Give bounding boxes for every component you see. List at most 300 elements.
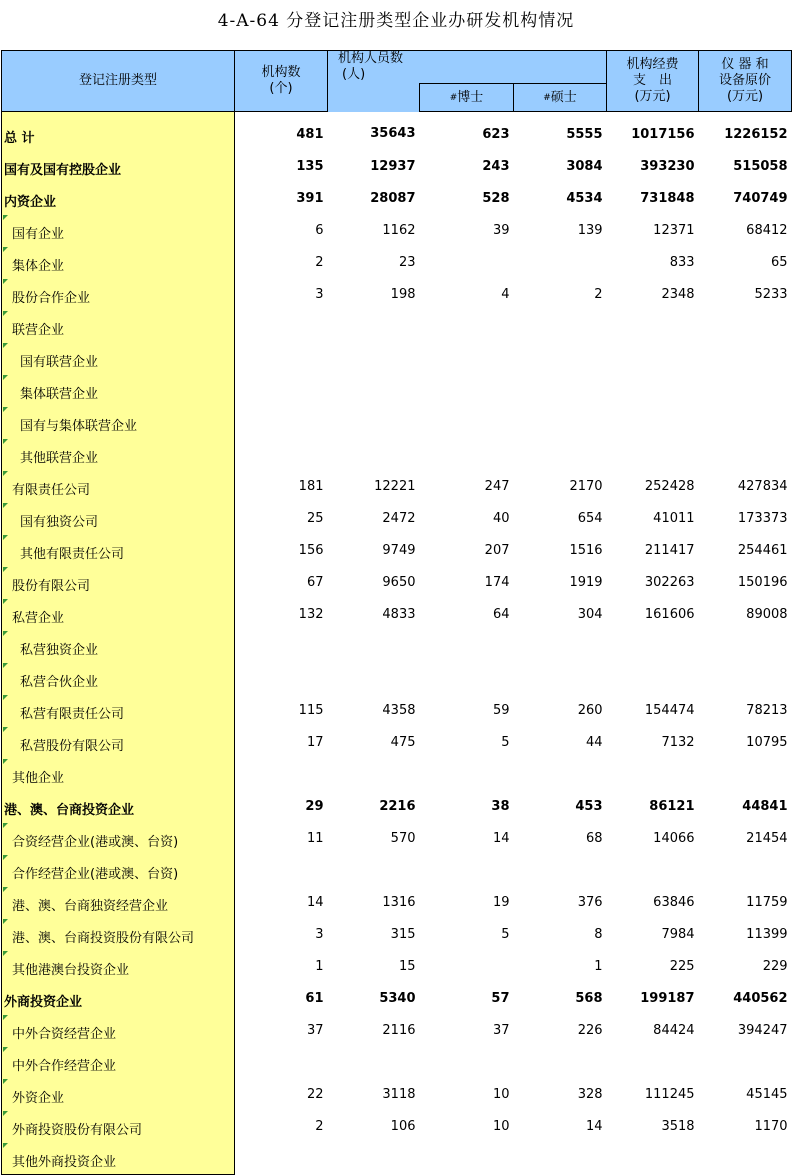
value-cell: 247 [484,478,510,494]
cell-comment-marker-icon [3,279,8,284]
value-cell [420,758,514,790]
row-label-cell [2,150,235,182]
value-cell: 68412 [746,222,788,238]
table-row [2,112,792,151]
row-label: 外资企业 [12,1090,65,1106]
table-row [2,950,792,982]
value-cell [235,374,328,406]
table-row [2,662,792,694]
value-cell: 17 [306,734,324,750]
row-label-cell [2,982,235,1014]
value-cell: 654 [577,510,603,526]
value-cell: 254461 [737,542,788,558]
value-cell: 57 [491,990,510,1006]
cell-comment-marker-icon [3,759,8,764]
value-cell: 3084 [566,158,603,174]
row-label: 内资企业 [4,194,57,210]
value-cell: 63846 [653,894,695,910]
value-cell: 173373 [737,510,788,526]
value-cell: 61 [305,990,324,1006]
value-cell: 59 [492,702,510,718]
value-cell [235,1142,328,1175]
row-label-cell [2,918,235,950]
value-cell [607,1046,699,1078]
table-row [2,374,792,406]
row-label-cell [2,790,235,822]
table-row [2,918,792,950]
value-cell: 44841 [742,798,788,814]
row-label-cell [2,950,235,982]
value-cell [514,630,607,662]
value-cell: 5555 [566,126,603,142]
value-cell [699,662,792,694]
value-cell: 7984 [661,926,695,942]
table-row [2,758,792,790]
table-row [2,854,792,886]
value-cell [514,1046,607,1078]
value-cell: 394247 [737,1022,788,1038]
value-cell: 28087 [370,190,416,206]
value-cell [699,342,792,374]
value-cell [699,310,792,342]
value-cell: 5233 [754,286,788,302]
row-label-cell [2,630,235,662]
value-cell: 106 [390,1118,416,1134]
row-label-cell [2,214,235,246]
cell-comment-marker-icon [3,1015,8,1020]
value-cell: 475 [390,734,416,750]
cell-comment-marker-icon [3,663,8,668]
value-cell: 4833 [382,606,416,622]
value-cell: 161606 [644,606,695,622]
value-cell: 29 [305,798,324,814]
value-cell: 570 [390,830,416,846]
table-row [2,1046,792,1078]
row-label: 其他港澳台投资企业 [12,962,130,978]
value-cell: 86121 [649,798,695,814]
value-cell: 731848 [640,190,695,206]
value-cell: 453 [575,798,603,814]
value-cell: 207 [484,542,510,558]
cell-comment-marker-icon [3,599,8,604]
row-label: 私营独资企业 [20,642,99,658]
row-label: 总 计 [4,130,35,146]
header-staff: 机构人员数 (人) [328,51,607,84]
row-label: 联营企业 [12,322,65,338]
value-cell: 1516 [569,542,603,558]
value-cell [420,1046,514,1078]
value-cell [514,438,607,470]
row-label: 集体联营企业 [20,386,99,402]
value-cell: 225 [669,958,695,974]
value-cell [235,630,328,662]
table-row [2,598,792,630]
table-row [2,342,792,374]
value-cell [514,246,607,278]
value-cell: 154474 [644,702,695,718]
row-label: 集体企业 [12,258,65,274]
value-cell: 2472 [382,510,416,526]
value-cell [328,1142,420,1175]
table-row [2,1014,792,1046]
cell-comment-marker-icon [3,567,8,572]
cell-comment-marker-icon [3,247,8,252]
value-cell [328,374,420,406]
header-expense: 机构经费 支 出 (万元) [607,51,699,112]
table-row [2,310,792,342]
value-cell: 156 [298,542,324,558]
value-cell: 21454 [746,830,788,846]
header-masters: #硕士 [514,84,607,112]
cell-comment-marker-icon [3,951,8,956]
value-cell: 11 [306,830,324,846]
row-label-cell [2,726,235,758]
value-cell [235,310,328,342]
data-table [1,50,792,1175]
value-cell: 2116 [382,1022,416,1038]
value-cell: 5 [501,734,510,750]
table-row [2,150,792,182]
value-cell: 22 [306,1086,324,1102]
row-label-cell [2,598,235,630]
header-type: 登记注册类型 [2,51,235,112]
row-label: 其他外商投资企业 [12,1154,117,1170]
row-label: 私营有限责任公司 [20,706,125,722]
row-label: 其他企业 [12,770,65,786]
value-cell: 4358 [382,702,416,718]
row-label-cell [2,310,235,342]
value-cell [514,374,607,406]
cell-comment-marker-icon [3,631,8,636]
table-row [2,790,792,822]
value-cell [420,630,514,662]
row-label-cell [2,502,235,534]
row-label: 国有及国有控股企业 [4,162,122,178]
value-cell: 14 [306,894,324,910]
value-cell: 833 [669,254,695,270]
row-label: 私营股份有限公司 [20,738,125,754]
value-cell [328,630,420,662]
table-body [2,112,792,1175]
value-cell: 10 [492,1118,510,1134]
value-cell: 3518 [661,1118,695,1134]
value-cell [514,342,607,374]
value-cell [235,406,328,438]
row-label: 国有企业 [12,226,65,242]
value-cell [699,406,792,438]
value-cell: 623 [482,126,510,142]
cell-comment-marker-icon [3,855,8,860]
table-row [2,822,792,854]
value-cell: 25 [306,510,324,526]
value-cell: 2170 [569,478,603,494]
value-cell: 4 [501,286,510,302]
cell-comment-marker-icon [3,343,8,348]
row-label: 港、澳、台商独资经营企业 [12,898,169,914]
table-row [2,278,792,310]
value-cell: 84424 [653,1022,695,1038]
value-cell: 135 [296,158,324,174]
value-cell [607,1142,699,1175]
value-cell: 199187 [640,990,695,1006]
value-cell: 198 [390,286,416,302]
value-cell: 1226152 [724,126,788,142]
value-cell: 528 [482,190,510,206]
value-cell [328,758,420,790]
row-label-cell [2,1110,235,1142]
cell-comment-marker-icon [3,887,8,892]
value-cell: 139 [577,222,603,238]
cell-comment-marker-icon [3,215,8,220]
table-row [2,1110,792,1142]
value-cell [420,1142,514,1175]
value-cell [607,630,699,662]
value-cell: 8 [594,926,603,942]
value-cell: 174 [484,574,510,590]
row-label-cell [2,854,235,886]
value-cell: 440562 [733,990,788,1006]
value-cell [420,310,514,342]
value-cell: 181 [298,478,324,494]
row-label-cell [2,470,235,502]
value-cell [328,438,420,470]
value-cell: 252428 [644,478,695,494]
page-title: 4-A-64 分登记注册类型企业办研发机构情况 [217,11,575,31]
value-cell [607,406,699,438]
value-cell: 393230 [640,158,695,174]
value-cell [699,1046,792,1078]
value-cell: 304 [577,606,603,622]
value-cell: 226 [577,1022,603,1038]
value-cell [607,854,699,886]
value-cell: 68 [585,830,603,846]
value-cell: 150196 [737,574,788,590]
row-label: 合资经营企业(港或澳、台资) [12,834,179,850]
value-cell [699,1142,792,1175]
row-label-cell [2,182,235,214]
cell-comment-marker-icon [3,311,8,316]
value-cell: 9650 [382,574,416,590]
value-cell: 481 [296,126,324,142]
value-cell [235,1046,328,1078]
value-cell [420,406,514,438]
value-cell [607,662,699,694]
value-cell: 315 [390,926,416,942]
table-row [2,694,792,726]
value-cell [699,438,792,470]
row-label-cell [2,1046,235,1078]
row-label: 国有联营企业 [20,354,99,370]
cell-comment-marker-icon [3,919,8,924]
value-cell: 15 [398,958,416,974]
row-label-cell [2,112,235,151]
cell-comment-marker-icon [3,1143,8,1148]
row-label-cell [2,886,235,918]
table-row [2,502,792,534]
value-cell [607,438,699,470]
table-row [2,182,792,214]
value-cell: 211417 [644,542,695,558]
value-cell: 14 [492,830,510,846]
value-cell [420,342,514,374]
value-cell: 2 [594,286,603,302]
table-row [2,438,792,470]
value-cell [607,374,699,406]
value-cell: 1 [315,958,324,974]
value-cell: 115 [298,702,324,718]
row-label: 股份有限公司 [12,578,91,594]
cell-comment-marker-icon [3,695,8,700]
value-cell [420,950,514,982]
cell-comment-marker-icon [3,823,8,828]
value-cell: 45145 [746,1086,788,1102]
cell-comment-marker-icon [3,407,8,412]
value-cell [514,1142,607,1175]
value-cell: 1162 [382,222,416,238]
value-cell: 12371 [653,222,695,238]
value-cell [235,342,328,374]
table-row [2,406,792,438]
row-label: 港、澳、台商投资企业 [4,802,135,818]
cell-comment-marker-icon [3,471,8,476]
value-cell: 6 [315,222,324,238]
row-label: 国有独资公司 [20,514,99,530]
value-cell: 4534 [566,190,603,206]
row-label: 中外合资经营企业 [12,1026,117,1042]
value-cell: 328 [577,1086,603,1102]
row-label: 股份合作企业 [12,290,91,306]
value-cell: 40 [492,510,510,526]
value-cell: 2348 [661,286,695,302]
row-label: 合作经营企业(港或澳、台资) [12,866,179,882]
row-label: 国有与集体联营企业 [20,418,138,434]
value-cell: 12221 [374,478,416,494]
value-cell: 111245 [644,1086,695,1102]
value-cell: 5 [501,926,510,942]
value-cell: 44 [585,734,603,750]
row-label: 港、澳、台商投资股份有限公司 [12,930,195,946]
value-cell [607,342,699,374]
row-label: 私营合伙企业 [20,674,99,690]
value-cell [328,854,420,886]
table-row [2,470,792,502]
value-cell: 9749 [382,542,416,558]
value-cell: 260 [577,702,603,718]
value-cell [514,758,607,790]
cell-comment-marker-icon [3,1111,8,1116]
value-cell [607,310,699,342]
value-cell: 67 [306,574,324,590]
value-cell: 376 [577,894,603,910]
row-label-cell [2,1078,235,1110]
value-cell: 5340 [379,990,416,1006]
row-label: 外商投资股份有限公司 [12,1122,143,1138]
row-label-cell [2,566,235,598]
value-cell: 1919 [569,574,603,590]
value-cell [514,406,607,438]
value-cell: 1316 [382,894,416,910]
value-cell: 64 [492,606,510,622]
row-label-cell [2,406,235,438]
value-cell: 1017156 [631,126,695,142]
value-cell: 10795 [746,734,788,750]
value-cell: 7132 [661,734,695,750]
value-cell: 427834 [737,478,788,494]
table-row [2,534,792,566]
value-cell: 38 [491,798,510,814]
value-cell [514,854,607,886]
row-label: 其他有限责任公司 [20,546,125,562]
table-row [2,246,792,278]
value-cell: 3 [315,926,324,942]
table-row [2,1078,792,1110]
table-row [2,886,792,918]
header-equipment: 仪 器 和 设备原价 (万元) [699,51,792,112]
value-cell: 2 [315,1118,324,1134]
value-cell: 12937 [370,158,416,174]
value-cell: 243 [482,158,510,174]
cell-comment-marker-icon [3,375,8,380]
value-cell [420,246,514,278]
table-row [2,1142,792,1175]
row-label: 中外合作经营企业 [12,1058,117,1074]
header-phd: #博士 [420,84,514,112]
value-cell [420,374,514,406]
value-cell [328,1046,420,1078]
cell-comment-marker-icon [3,727,8,732]
value-cell [235,854,328,886]
value-cell: 740749 [733,190,788,206]
row-label-cell [2,534,235,566]
value-cell: 1 [594,958,603,974]
value-cell: 2 [315,254,324,270]
cell-comment-marker-icon [3,503,8,508]
value-cell: 37 [306,1022,324,1038]
value-cell [235,662,328,694]
table-header [2,51,792,112]
value-cell: 229 [762,958,788,974]
value-cell: 391 [296,190,324,206]
row-label-cell [2,758,235,790]
table-row [2,630,792,662]
row-label-cell [2,278,235,310]
value-cell [699,854,792,886]
value-cell [699,630,792,662]
value-cell: 11399 [746,926,788,942]
value-cell: 41011 [653,510,695,526]
value-cell [235,758,328,790]
row-label-cell [2,246,235,278]
cell-comment-marker-icon [3,439,8,444]
value-cell [699,374,792,406]
value-cell: 14066 [653,830,695,846]
value-cell: 2216 [379,798,416,814]
row-label-cell [2,1142,235,1175]
value-cell: 515058 [733,158,788,174]
header-institutions: 机构数 (个) [235,51,328,112]
value-cell: 132 [298,606,324,622]
value-cell [328,310,420,342]
value-cell: 89008 [746,606,788,622]
cell-comment-marker-icon [3,1079,8,1084]
row-label: 有限责任公司 [12,482,91,498]
cell-comment-marker-icon [3,1047,8,1052]
table-row [2,566,792,598]
header-staff-total [328,84,420,112]
value-cell: 11759 [746,894,788,910]
value-cell: 37 [492,1022,510,1038]
value-cell: 23 [398,254,416,270]
